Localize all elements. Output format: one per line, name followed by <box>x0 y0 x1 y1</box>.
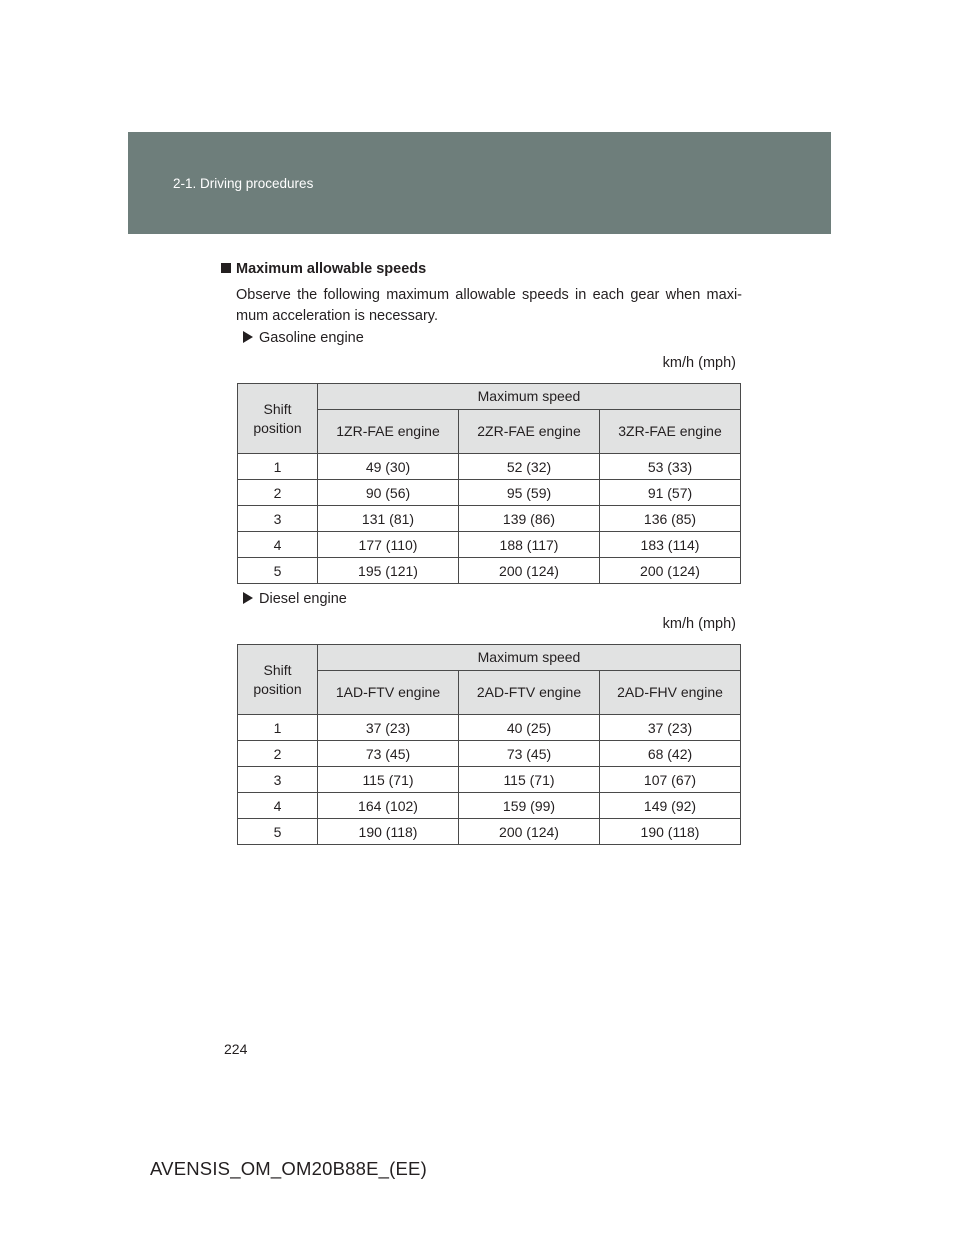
table-cell: 91 (57) <box>600 480 741 506</box>
table-cell: 183 (114) <box>600 532 741 558</box>
table-cell: 3 <box>238 506 318 532</box>
table-cell: 53 (33) <box>600 454 741 480</box>
triangle-bullet-icon <box>243 331 253 343</box>
table-row <box>238 506 741 532</box>
engine-header: 2ZR-FAE engine <box>459 410 600 454</box>
table-cell: 73 (45) <box>318 741 459 767</box>
table-cell: 188 (117) <box>459 532 600 558</box>
engine-header: 2AD-FTV engine <box>459 671 600 715</box>
table-row <box>238 454 741 480</box>
table-row <box>238 793 741 819</box>
table-cell: 195 (121) <box>318 558 459 584</box>
maximum-speed-header: Maximum speed <box>318 645 741 671</box>
section-title-text: Maximum allowable speeds <box>236 261 427 277</box>
table-cell: 139 (86) <box>459 506 600 532</box>
table-cell: 200 (124) <box>600 558 741 584</box>
table-row <box>238 480 741 506</box>
table-cell: 2 <box>238 741 318 767</box>
gasoline-subheading <box>243 330 364 346</box>
table-cell: 164 (102) <box>318 793 459 819</box>
section-paragraph: Observe the following maximum allowable speeds in each gear when maxi- mum acceleration is necessary. <box>236 287 742 324</box>
table-cell: 115 (71) <box>318 767 459 793</box>
table-cell: 159 (99) <box>459 793 600 819</box>
table-row <box>238 741 741 767</box>
gasoline-table <box>237 383 741 584</box>
table-cell: 68 (42) <box>600 741 741 767</box>
chapter-header <box>128 132 831 234</box>
table-row <box>238 819 741 845</box>
table-cell: 73 (45) <box>459 741 600 767</box>
table-cell: 149 (92) <box>600 793 741 819</box>
table-cell: 2 <box>238 480 318 506</box>
table-cell: 136 (85) <box>600 506 741 532</box>
table-cell: 190 (118) <box>600 819 741 845</box>
table-row <box>238 532 741 558</box>
table-cell: 190 (118) <box>318 819 459 845</box>
table-cell: 200 (124) <box>459 819 600 845</box>
table-cell: 177 (110) <box>318 532 459 558</box>
document-code: AVENSIS_OM_OM20B88E_(EE) <box>150 1158 427 1179</box>
table-cell: 5 <box>238 558 318 584</box>
square-bullet-icon <box>221 263 231 273</box>
table-cell: 90 (56) <box>318 480 459 506</box>
table-cell: 52 (32) <box>459 454 600 480</box>
table-row <box>238 558 741 584</box>
engine-header: 1AD-FTV engine <box>318 671 459 715</box>
table-cell: 37 (23) <box>600 715 741 741</box>
engine-header: 1ZR-FAE engine <box>318 410 459 454</box>
chapter-title: 2-1. Driving procedures <box>173 176 314 191</box>
triangle-bullet-icon <box>243 592 253 604</box>
engine-header: 3ZR-FAE engine <box>600 410 741 454</box>
table-cell: 1 <box>238 454 318 480</box>
table-cell: 49 (30) <box>318 454 459 480</box>
diesel-unit: km/h (mph) <box>662 616 736 632</box>
gasoline-unit: km/h (mph) <box>662 355 736 371</box>
diesel-subheading <box>243 591 347 607</box>
diesel-table <box>237 644 741 845</box>
shift-position-header: Shift position <box>238 645 318 715</box>
table-cell: 95 (59) <box>459 480 600 506</box>
table-row <box>238 715 741 741</box>
section-title <box>221 261 426 277</box>
table-cell: 1 <box>238 715 318 741</box>
table-cell: 200 (124) <box>459 558 600 584</box>
table-cell: 5 <box>238 819 318 845</box>
table-cell: 40 (25) <box>459 715 600 741</box>
diesel-label: Diesel engine <box>259 591 347 607</box>
table-row <box>238 767 741 793</box>
engine-header: 2AD-FHV engine <box>600 671 741 715</box>
page-number: 224 <box>224 1041 248 1057</box>
table-cell: 3 <box>238 767 318 793</box>
table-cell: 107 (67) <box>600 767 741 793</box>
table-cell: 115 (71) <box>459 767 600 793</box>
table-cell: 4 <box>238 532 318 558</box>
table-cell: 4 <box>238 793 318 819</box>
table-cell: 131 (81) <box>318 506 459 532</box>
shift-position-header: Shift position <box>238 384 318 454</box>
gasoline-label: Gasoline engine <box>259 330 364 346</box>
table-cell: 37 (23) <box>318 715 459 741</box>
maximum-speed-header: Maximum speed <box>318 384 741 410</box>
